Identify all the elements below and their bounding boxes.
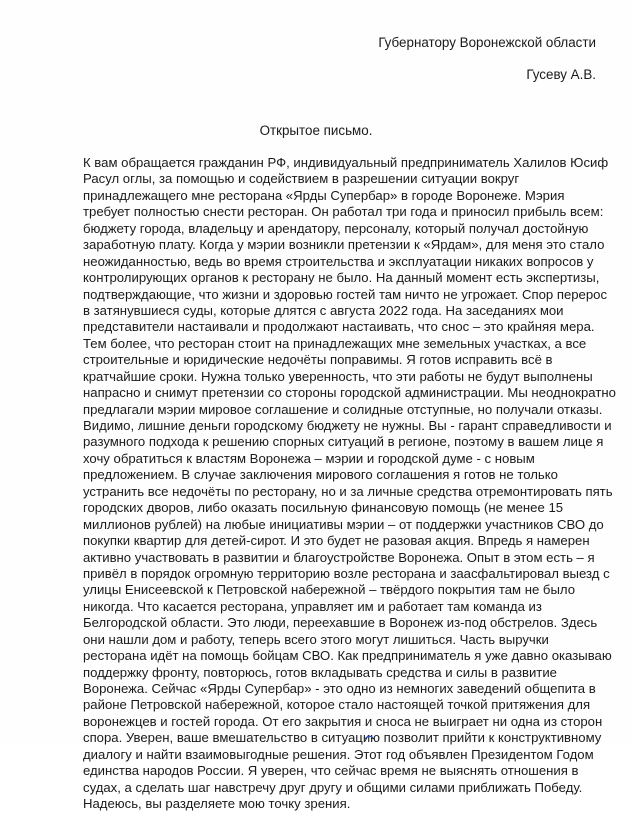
- body-line: Белгородской области. Это люди, переехавшие в Воронеж из-под обстрелов. Здесь: [83, 615, 598, 631]
- body-line: предложением. В случае заключения мирового соглашения я готов не только: [83, 467, 558, 483]
- body-line: представители настаивали и продолжают настаивать, что снос – это крайняя мера.: [83, 319, 595, 335]
- body-line: улицы Енисеевской к Петровской набережной – твёрдого покрытия там не было: [83, 582, 576, 598]
- body-line: воронежцев и гостей города. От его закрытия и сноса не выиграет ни одна из сторон: [83, 713, 603, 729]
- body-line: предлагали мэрии мировое соглашение и солидные отступные, но получали отказы.: [83, 401, 603, 417]
- body-line: в затянувшиеся суды, которые длятся с августа 2022 года. На заседаниях мои: [83, 302, 564, 318]
- body-line: хочу обратиться к властям Воронежа – мэрии и городской думе - с новым: [83, 450, 535, 466]
- body-line: диалогу и найти взаимовыгодные решения. Этот год объявлен Президентом Годом: [83, 746, 594, 762]
- body-line: К вам обращается гражданин РФ, индивидуальный предприниматель Халилов Юсиф: [83, 155, 609, 170]
- body-line: никогда. Что касается ресторана, управляет им и работает там команда из: [83, 598, 542, 614]
- body-line: напрасно и снимут претензии со стороны городской администрации. Мы неоднократно: [83, 385, 616, 401]
- body-line: Тем более, что ресторан стоит на принадлежащих мне земельных участках, а все: [83, 335, 587, 351]
- body-line: контролирующих органов к ресторану не было. На данный момент есть экспертизы,: [83, 270, 600, 286]
- body-line: подтверждающие, что жизни и здоровью гостей там ничто не угрожает. Спор перерос: [83, 286, 608, 302]
- body-line: Расул оглы, за помощью и содействием в разрешении ситуации вокруг: [83, 171, 520, 187]
- body-line: бюджету города, владельцу и арендатору, персоналу, который получал достойную: [83, 220, 589, 236]
- body-line: разумного подхода к решению спорных ситуаций в регионе, поэтому в вашем лице я: [83, 434, 604, 450]
- body-line: устранить все недочёты по ресторану, но и за личные средства отремонтировать пять: [83, 483, 613, 499]
- ink-mark: [364, 734, 374, 740]
- body-line: они нашли дом и работу, теперь всего этого могут лишиться. Часть выручки: [83, 631, 549, 647]
- body-line: спора. Уверен, ваше вмешательство в ситуацию позволит прийти к конструктивному: [83, 730, 602, 746]
- body-line: Видимо, лишние деньги городскому бюджету не нужны. Вы - гарант справедливости и: [83, 418, 612, 433]
- body-line: привёл в порядок огромную территорию возле ресторана и заасфальтировал выезд с: [83, 565, 610, 581]
- body-line: покупки квартир для детей-сирот. И это будет не разовая акция. Впредь я намерен: [83, 533, 590, 549]
- body-line: Воронежа. Сейчас «Ярды Супербар» - это одно из немногих заведений общепита в: [83, 681, 596, 696]
- letter-body: [83, 155, 616, 813]
- body-line: городских дворов, либо оказать посильную финансовую помощь (не менее 15: [83, 500, 564, 516]
- body-line: судах, а сделать шаг навстречу друг другу и общими силами приближать Победу.: [83, 779, 583, 795]
- body-line: требует полностью снести ресторан. Он работал три года и приносил прибыль всем:: [83, 204, 604, 220]
- body-line: поддержку фронту, повторюсь, готов вкладывать средства и силы в развитие: [83, 664, 557, 680]
- recipient-name: Гусеву А.В.: [526, 67, 596, 82]
- letter-title: Открытое письмо.: [259, 123, 373, 138]
- body-line: единства народов России. Я уверен, что сейчас время не выяснять отношения в: [83, 763, 579, 779]
- body-line: районе Петровской набережной, которое стало настоящей точкой притяжения для: [83, 697, 591, 713]
- body-line: ресторана идёт на помощь бойцам СВО. Как предприниматель я уже давно оказываю: [83, 648, 612, 664]
- recipient-title: Губернатору Воронежской области: [378, 35, 596, 50]
- body-line: Надеюсь, вы разделяете мою точку зрения.: [83, 796, 351, 812]
- body-line: заработную плату. Когда у мэрии возникли претензии к «Ярдам», для меня это стало: [83, 237, 605, 253]
- body-line: принадлежащего мне ресторана «Ярды Супербар» в городе Воронеже. Мэрия: [83, 187, 565, 203]
- body-line: кратчайшие сроки. Нужна только уверенность, что эти работы не будут выполнены: [83, 368, 593, 384]
- body-line: неожиданностью, ведь во время строительства и эксплуатации никаких вопросов у: [83, 253, 594, 269]
- body-line: миллионов рублей) на любые инициативы мэрии – от поддержки участников СВО до: [83, 516, 604, 532]
- body-line: активно участвовать в развитии и благоустройстве Воронежа. Опыт в этом есть – я: [83, 549, 595, 565]
- body-line: строительные и юридические недочёты поправимы. Я готов исправить всё в: [83, 352, 553, 368]
